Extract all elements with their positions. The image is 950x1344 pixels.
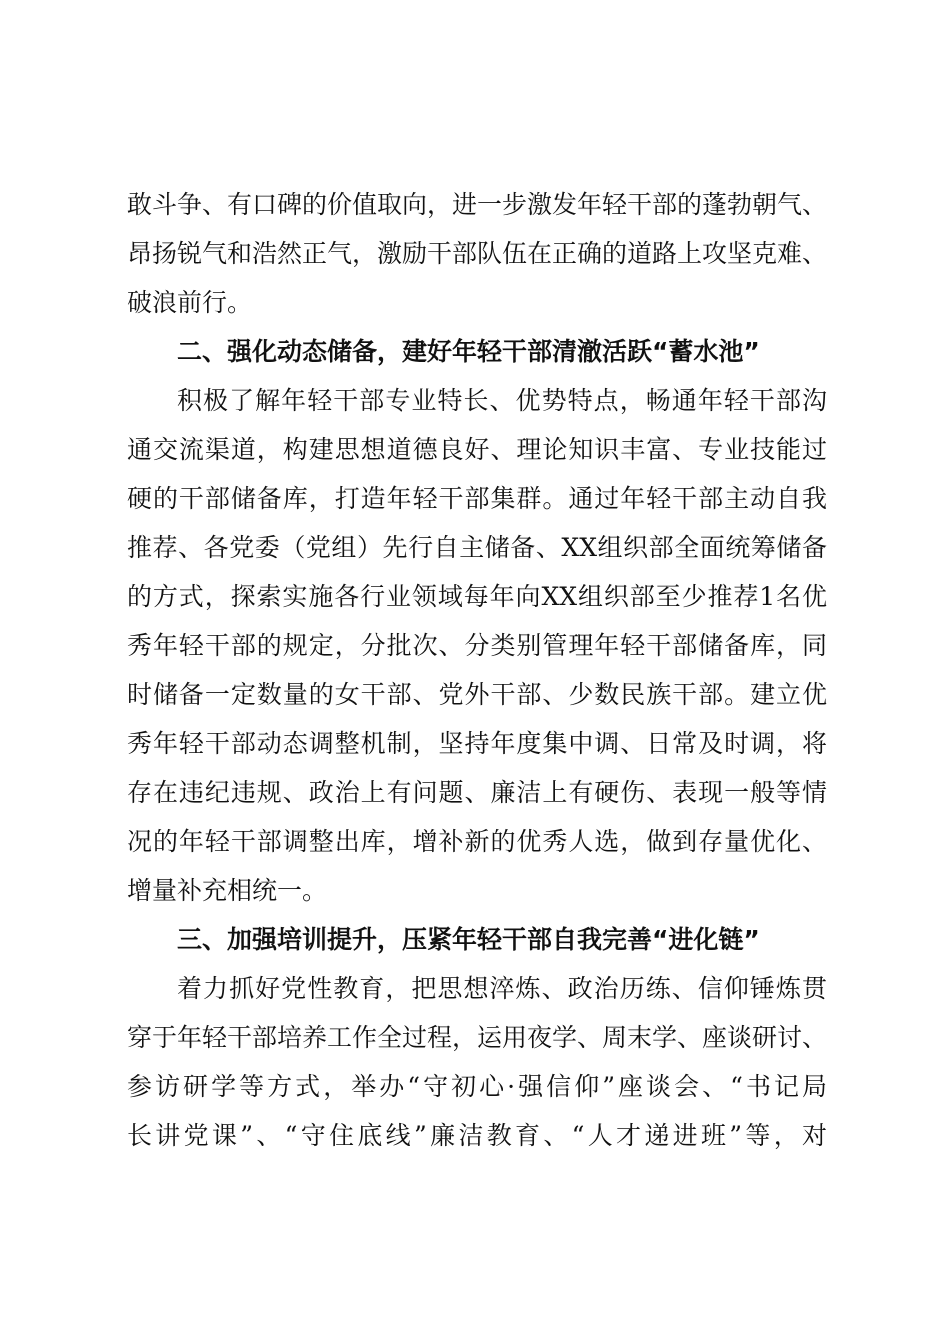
section-heading: 二、强化动态储备，建好年轻干部清澈活跃“蓄水池” xyxy=(177,337,760,366)
text-line: 时储备一定数量的女干部、党外干部、少数民族干部。建立优 xyxy=(127,680,827,709)
continued-paragraph xyxy=(127,180,827,327)
text-line: 长讲党课”、“守住底线”廉洁教育、“人才递进班”等，对 xyxy=(127,1121,827,1150)
document-body xyxy=(127,180,827,1160)
section-two xyxy=(127,327,827,915)
text-line: 破浪前行。 xyxy=(127,288,253,317)
text-line: 秀年轻干部动态调整机制，坚持年度集中调、日常及时调，将 xyxy=(127,729,827,758)
text-line: 存在违纪违规、政治上有问题、廉洁上有硬伤、表现一般等情 xyxy=(127,778,827,807)
text-line: 秀年轻干部的规定，分批次、分类别管理年轻干部储备库，同 xyxy=(127,631,827,660)
text-line: 敢斗争、有口碑的价值取向，进一步激发年轻干部的蓬勃朝气、 xyxy=(127,190,828,219)
section-heading: 三、加强培训提升，压紧年轻干部自我完善“进化链” xyxy=(177,925,760,954)
text-line: 昂扬锐气和浩然正气，激励干部队伍在正确的道路上攻坚克难、 xyxy=(127,239,828,268)
text-line: 参访研学等方式，举办“守初心·强信仰”座谈会、“书记局 xyxy=(127,1072,827,1101)
text-line: 增量补充相统一。 xyxy=(127,876,328,905)
text-line: 积极了解年轻干部专业特长、优势特点，畅通年轻干部沟 xyxy=(177,386,827,415)
text-line: 着力抓好党性教育，把思想淬炼、政治历练、信仰锤炼贯 xyxy=(177,974,827,1003)
text-line: 况的年轻干部调整出库，增补新的优秀人选，做到存量优化、 xyxy=(127,827,827,856)
text-line: 通交流渠道，构建思想道德良好、理论知识丰富、专业技能过 xyxy=(127,435,827,464)
text-line: 穿于年轻干部培养工作全过程，运用夜学、周末学、座谈研讨、 xyxy=(127,1023,828,1052)
section-three xyxy=(127,915,827,1160)
text-line: 的方式，探索实施各行业领域每年向XX组织部至少推荐1名优 xyxy=(127,582,827,611)
text-line: 硬的干部储备库，打造年轻干部集群。通过年轻干部主动自我 xyxy=(127,484,827,513)
text-line: 推荐、各党委（党组）先行自主储备、XX组织部全面统筹储备 xyxy=(127,533,827,562)
